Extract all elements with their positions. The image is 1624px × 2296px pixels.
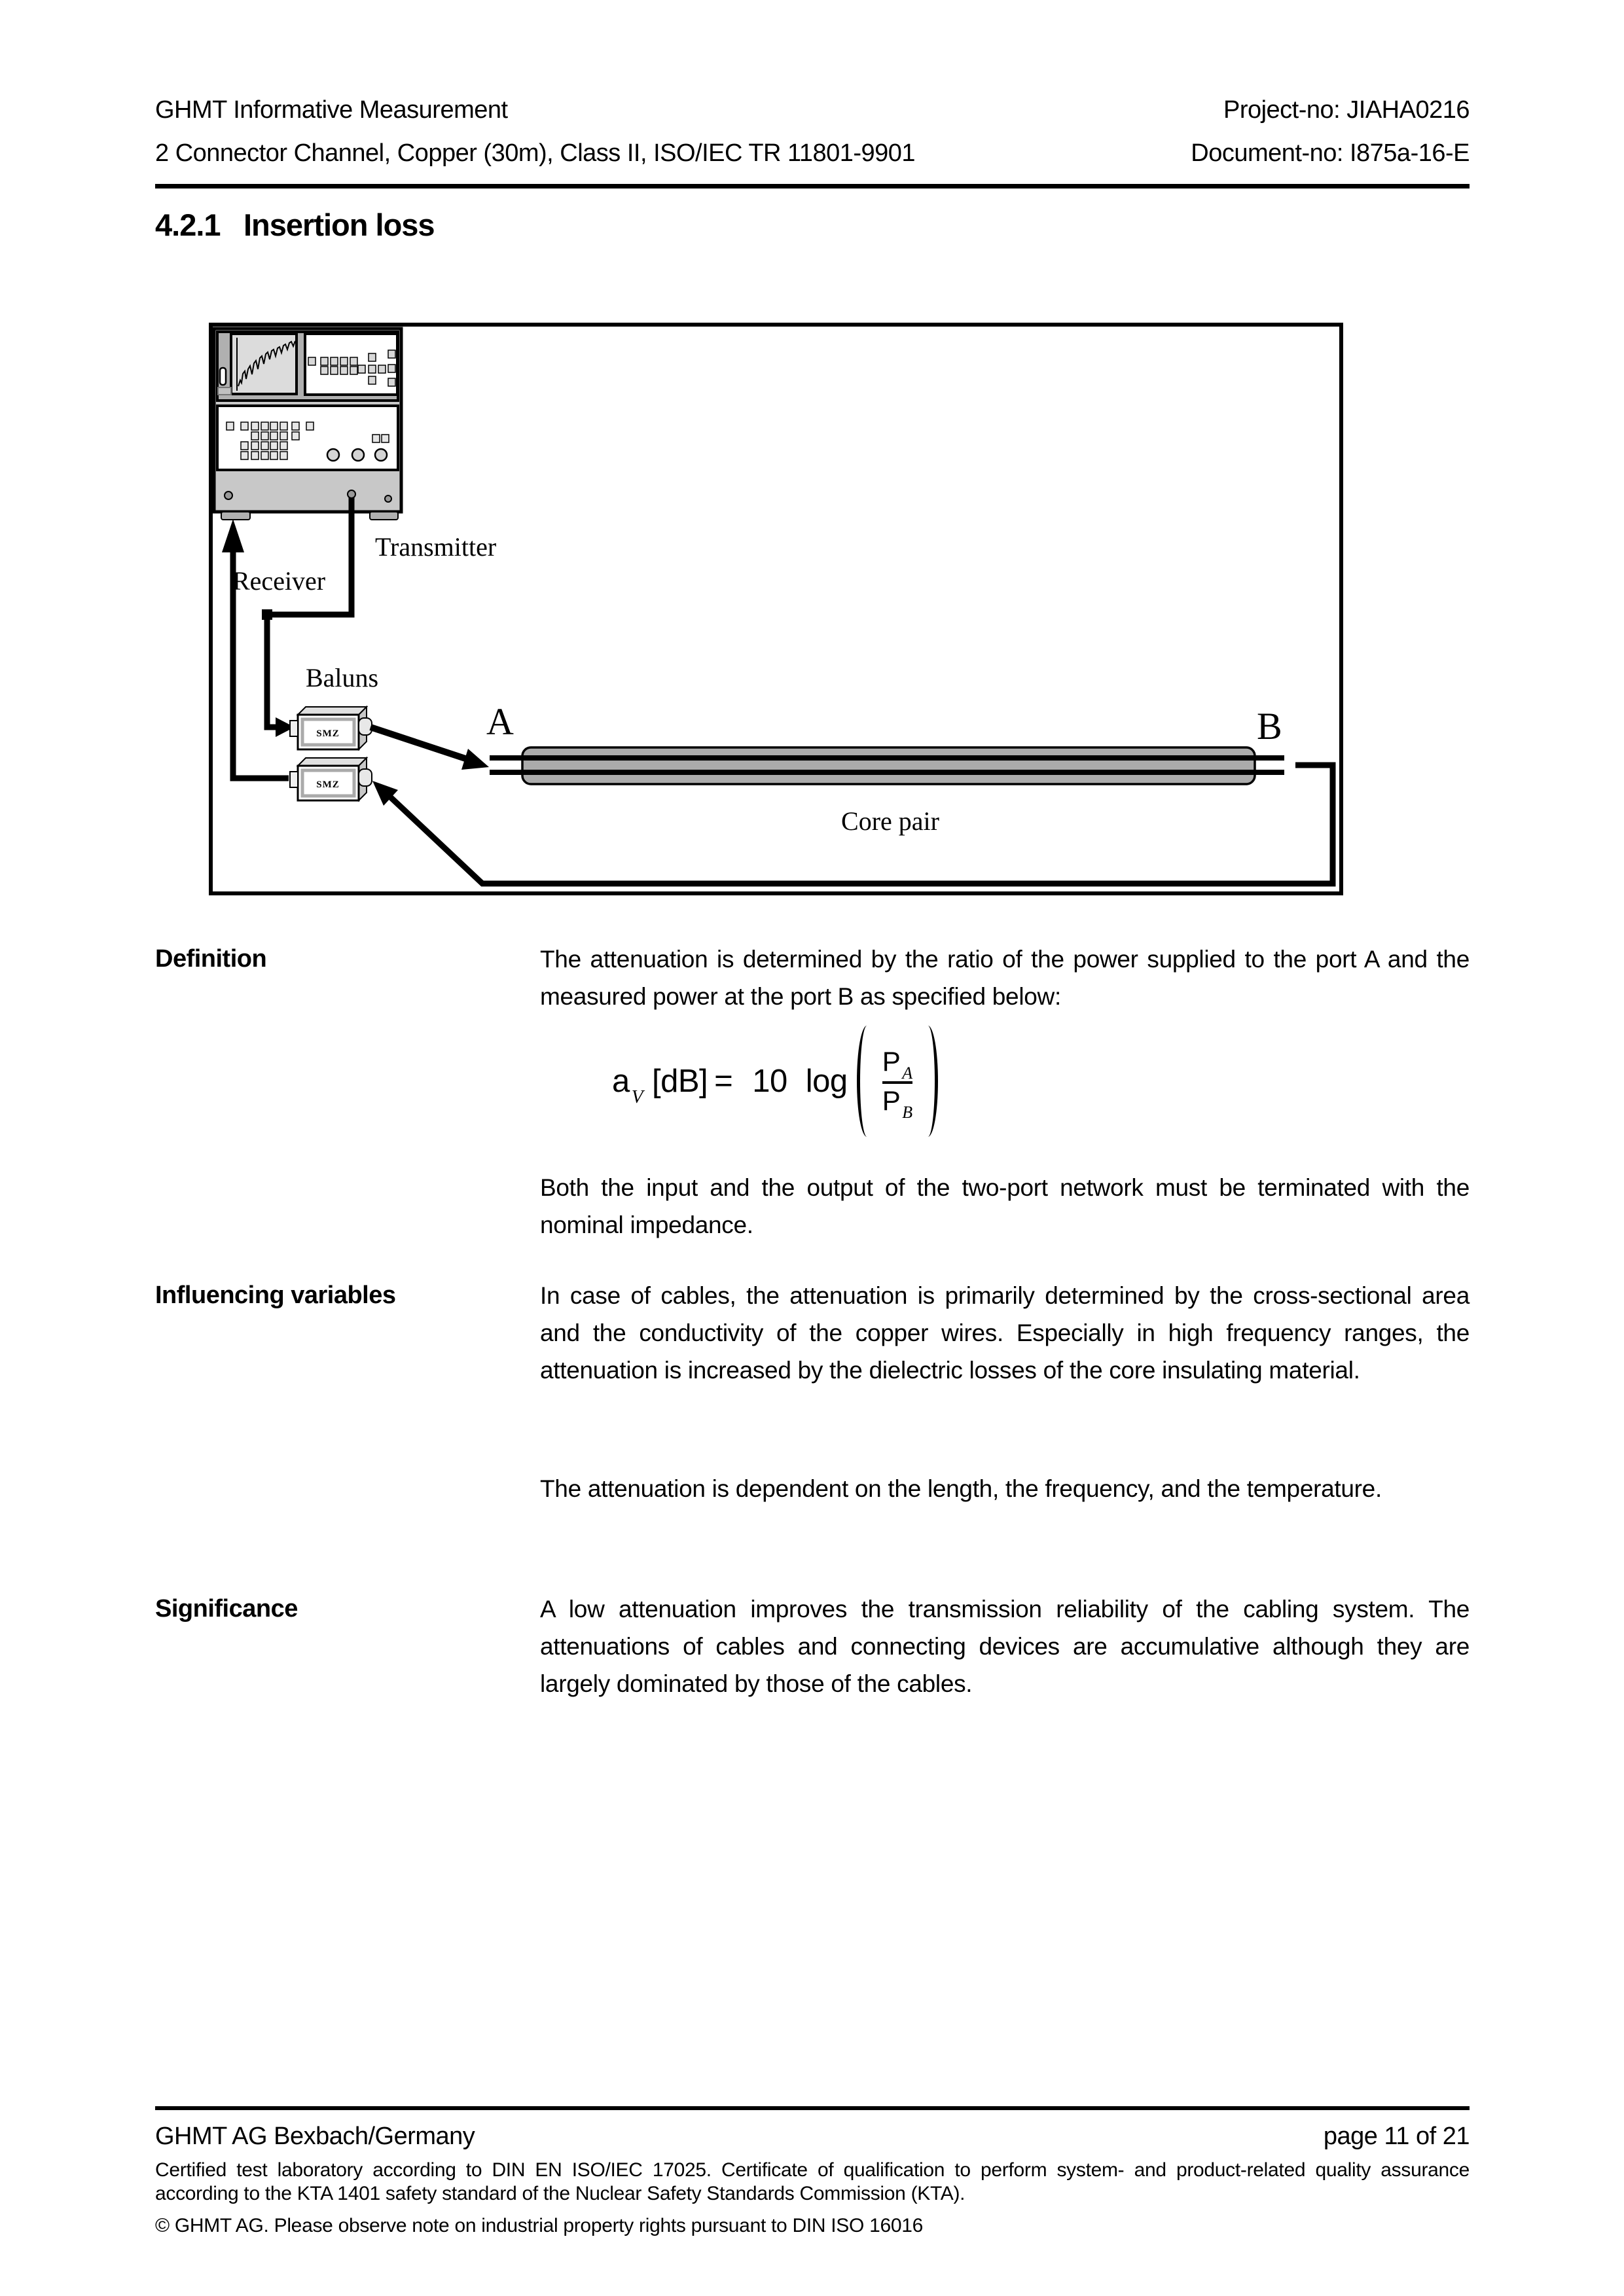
power-ratio-fraction: [882, 1045, 912, 1122]
receiver-port: [225, 492, 232, 499]
transmitter-label: Transmitter: [375, 532, 497, 562]
section-heading: [155, 207, 435, 243]
definition-label: Definition: [155, 945, 267, 973]
baluns-label: Baluns: [306, 663, 379, 692]
balun-upper-label: SMZ: [316, 728, 340, 739]
footer-company: GHMT AG Bexbach/Germany: [155, 2123, 475, 2150]
receiver-label: Receiver: [232, 566, 326, 596]
port-b-label: B: [1257, 705, 1282, 747]
header-title: GHMT Informative Measurement: [155, 96, 508, 124]
formula-unit: [dB]: [651, 1064, 708, 1099]
balun-upper: [290, 707, 372, 749]
instrument-foot: [370, 512, 398, 520]
influencing-variables-label: Influencing variables: [155, 1282, 396, 1309]
significance-label: Significance: [155, 1595, 298, 1623]
formula-symbol-subscript: V: [631, 1086, 643, 1107]
knob: [327, 449, 339, 461]
balun-lower-label: SMZ: [316, 780, 340, 790]
transmitter-port: [348, 490, 355, 498]
header-rule: [155, 184, 1470, 188]
definition-paragraph-1: The attenuation is determined by the ratio of the power supplied to the port A and the measured power at the port B as specified below:: [540, 946, 1470, 1010]
formula-operator: log: [805, 1064, 848, 1099]
attenuation-formula: [612, 1022, 938, 1140]
header-project-no: Project-no: JIAHA0216: [1223, 96, 1470, 124]
analyzer-front-panel: [217, 406, 398, 470]
formula-symbol: a $_V$: [612, 1064, 643, 1107]
significance-paragraph: A low attenuation improves the transmission reliability of the cabling system. The attenuations of cables and connecting devices are accumulative although they are largely dominated by those of the cables.: [540, 1596, 1470, 1697]
header-document-no: Document-no: I875a-16-E: [1191, 139, 1470, 167]
network-analyzer: [214, 329, 401, 520]
analyzer-screen: [231, 334, 297, 394]
footer-rule: [155, 2106, 1470, 2110]
header-subtitle: 2 Connector Channel, Copper (30m), Class II, ISO/IEC TR 11801-9901: [155, 139, 916, 167]
port-a-label: A: [486, 700, 514, 743]
influencing-paragraph-1: In case of cables, the attenuation is primarily determined by the cross-sectional area and the conductivity of the copper wires. Especially in high frequency ranges, the attenuation is increased by the dielectric losses of the core insulating material.: [540, 1282, 1470, 1384]
left-parenthesis: [857, 1026, 877, 1137]
definition-paragraph-2: Both the input and the output of the two-port network must be terminated with the nominal impedance.: [540, 1174, 1470, 1238]
measurement-setup-figure: [209, 323, 1343, 895]
denominator: P $_B$: [882, 1085, 912, 1122]
footer-page-number: page 11 of 21: [1323, 2123, 1470, 2150]
core-pair-label: Core pair: [841, 806, 939, 836]
analyzer-keypad: [305, 334, 397, 395]
knob: [352, 449, 364, 461]
section-number: 4.2.1: [155, 207, 221, 242]
balun-lower: [290, 758, 372, 800]
cable-under-test: [490, 747, 1284, 784]
influencing-paragraph-2: The attenuation is dependent on the length, the frequency, and the temperature.: [540, 1475, 1382, 1502]
right-parenthesis: [918, 1026, 938, 1137]
formula-equals: =: [714, 1064, 733, 1099]
aux-port: [385, 495, 391, 502]
knob: [375, 449, 387, 461]
section-title: Insertion loss: [244, 207, 435, 242]
instrument-foot: [221, 512, 250, 520]
footer-certification: Certified test laboratory according to DIN EN ISO/IEC 17025. Certificate of qualification to perform system- and product-related quality assurance according to the KTA 1401 safety standard of the Nuclear Safety Standards Commission (KTA).: [155, 2159, 1470, 2204]
formula-coefficient: 10: [752, 1064, 787, 1099]
footer-copyright: © GHMT AG. Please observe note on industrial property rights pursuant to DIN ISO 16016: [155, 2215, 924, 2236]
numerator: P $_A$: [882, 1045, 912, 1083]
